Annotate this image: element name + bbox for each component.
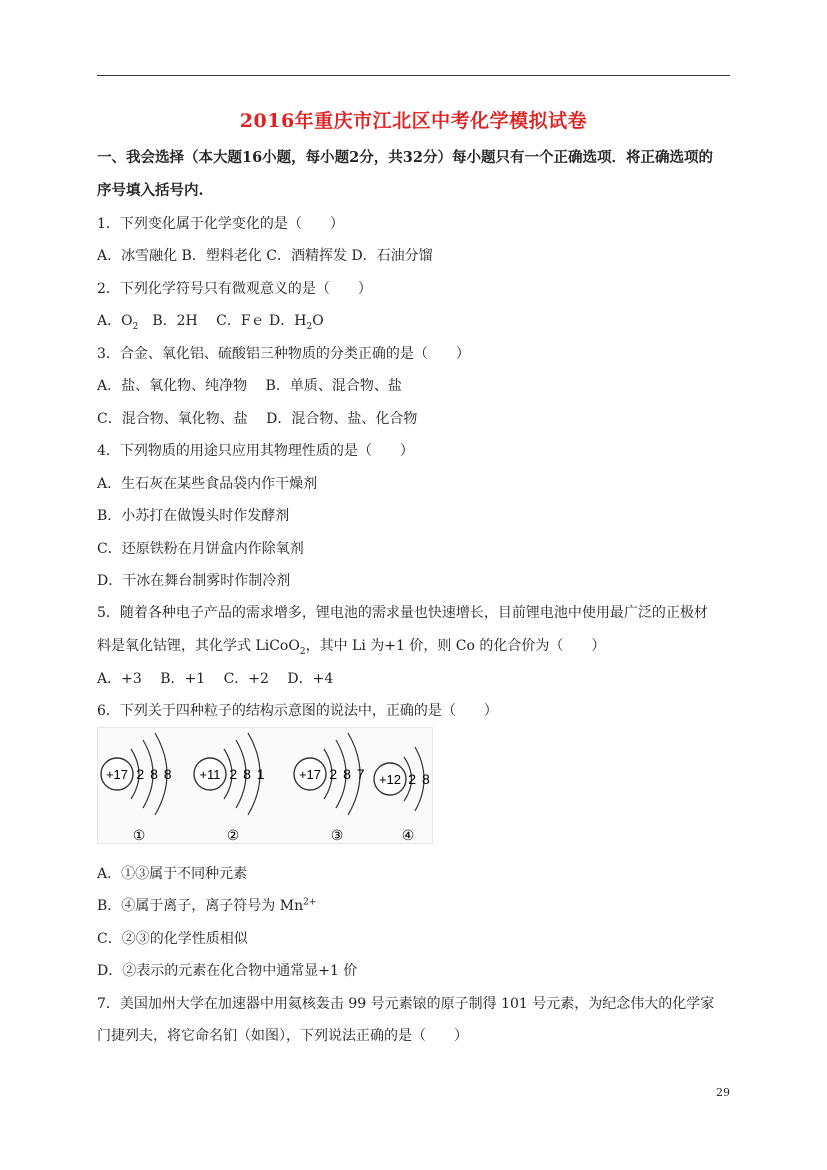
q2-opt-bc: B．2H C．Fｅ D．H — [138, 313, 307, 329]
q6-opt-a: A．①③属于不同种元素 — [97, 866, 248, 882]
particle-structure-diagram — [97, 727, 433, 844]
q6-opt-b-text: B．④属于离子，离子符号为 Mn — [97, 898, 304, 914]
q6-opt-b — [97, 896, 316, 916]
particle-2-label: ② — [226, 828, 240, 844]
q4-opt-c: C．还原铁粉在月饼盒内作除氧剂 — [97, 541, 304, 557]
q7-stem-line1: 7．美国加州大学在加速器中用氦核轰击 99 号元素锿的原子制得 101 号元素，为纪念伟大的化学家 — [97, 996, 715, 1012]
q1-stem: 1．下列变化属于化学变化的是（ ） — [97, 216, 344, 232]
q2-opt-a-sub: 2 — [132, 321, 139, 332]
particle-1-nucleus: +17 — [105, 767, 129, 782]
q2-opt-a: A．O — [97, 313, 133, 329]
particle-3-label: ③ — [330, 828, 344, 844]
q4-stem: 4．下列物质的用途只应用其物理性质的是（ ） — [97, 443, 414, 459]
q2-stem: 2．下列化学符号只有微观意义的是（ ） — [97, 281, 372, 297]
particle-4-nucleus: +12 — [378, 772, 402, 787]
section-heading-line1: 一、我会选择（本大题16小题，每小题2分，共32分）每小题只有一个正确选项．将正确选项的 — [97, 149, 713, 166]
particle-1-label: ① — [132, 828, 146, 844]
particle-2-nucleus: +11 — [199, 767, 221, 782]
q3-options-row2: C．混合物、氧化物、盐 D．混合物、盐、化合物 — [97, 411, 418, 427]
q3-stem: 3．合金、氧化铝、硫酸铝三种物质的分类正确的是（ ） — [97, 346, 470, 362]
q4-opt-a: A．生石灰在某些食品袋内作干燥剂 — [97, 476, 318, 492]
particle-2-shells: 2 8 1 — [229, 766, 265, 782]
q2-opt-d-end: O — [312, 313, 324, 329]
q4-opt-d: D．干冰在舞台制雾时作制冷剂 — [97, 573, 291, 589]
particle-4-label: ④ — [401, 828, 415, 844]
particle-1-shells: 2 8 8 — [136, 766, 172, 782]
q1-options: A．冰雪融化 B．塑料老化 C．酒精挥发 D．石油分馏 — [97, 248, 433, 264]
q5-stem-line2 — [97, 636, 605, 656]
q6-opt-d: D．②表示的元素在化合物中通常显+1 价 — [97, 963, 358, 979]
q5-options: A．+3 B．+1 C．+2 D．+4 — [97, 671, 334, 687]
page-number: 29 — [716, 1086, 730, 1099]
particle-4-shells: 2 8 — [408, 771, 430, 787]
header-rule — [97, 75, 730, 76]
section-heading-line2: 序号填入括号内. — [97, 182, 204, 199]
q7-stem-line2: 门捷列夫，将它命名钔（如图），下列说法正确的是（ ） — [97, 1028, 468, 1044]
particle-3-nucleus: +17 — [298, 767, 322, 782]
q5-formula-sub: 2 — [299, 646, 306, 657]
q3-options-row1: A．盐、氧化物、纯净物 B．单质、混合物、盐 — [97, 378, 402, 394]
q6-opt-c: C．②③的化学性质相似 — [97, 931, 248, 947]
q2-opt-d-sub: 2 — [306, 321, 313, 332]
q5-stem-line1: 5．随着各种电子产品的需求增多，锂电池的需求量也快速增长，目前锂电池中使用最广泛的正极材 — [97, 605, 708, 621]
particle-3-shells: 2 8 7 — [329, 766, 365, 782]
q6-opt-b-charge: 2+ — [303, 897, 317, 908]
page-title: 2016年重庆市江北区中考化学模拟试卷 — [239, 110, 588, 132]
q6-stem: 6．下列关于四种粒子的结构示意图的说法中，正确的是（ ） — [97, 703, 498, 719]
q5-stem-line2-b: ，其中 Li 为+1 价，则 Co 的化合价为（ ） — [305, 638, 606, 654]
q5-stem-line2-a: 料是氧化钴锂，其化学式 LiCoO — [97, 638, 300, 654]
q2-options — [97, 311, 324, 331]
q4-opt-b: B．小苏打在做馒头时作发酵剂 — [97, 508, 290, 524]
